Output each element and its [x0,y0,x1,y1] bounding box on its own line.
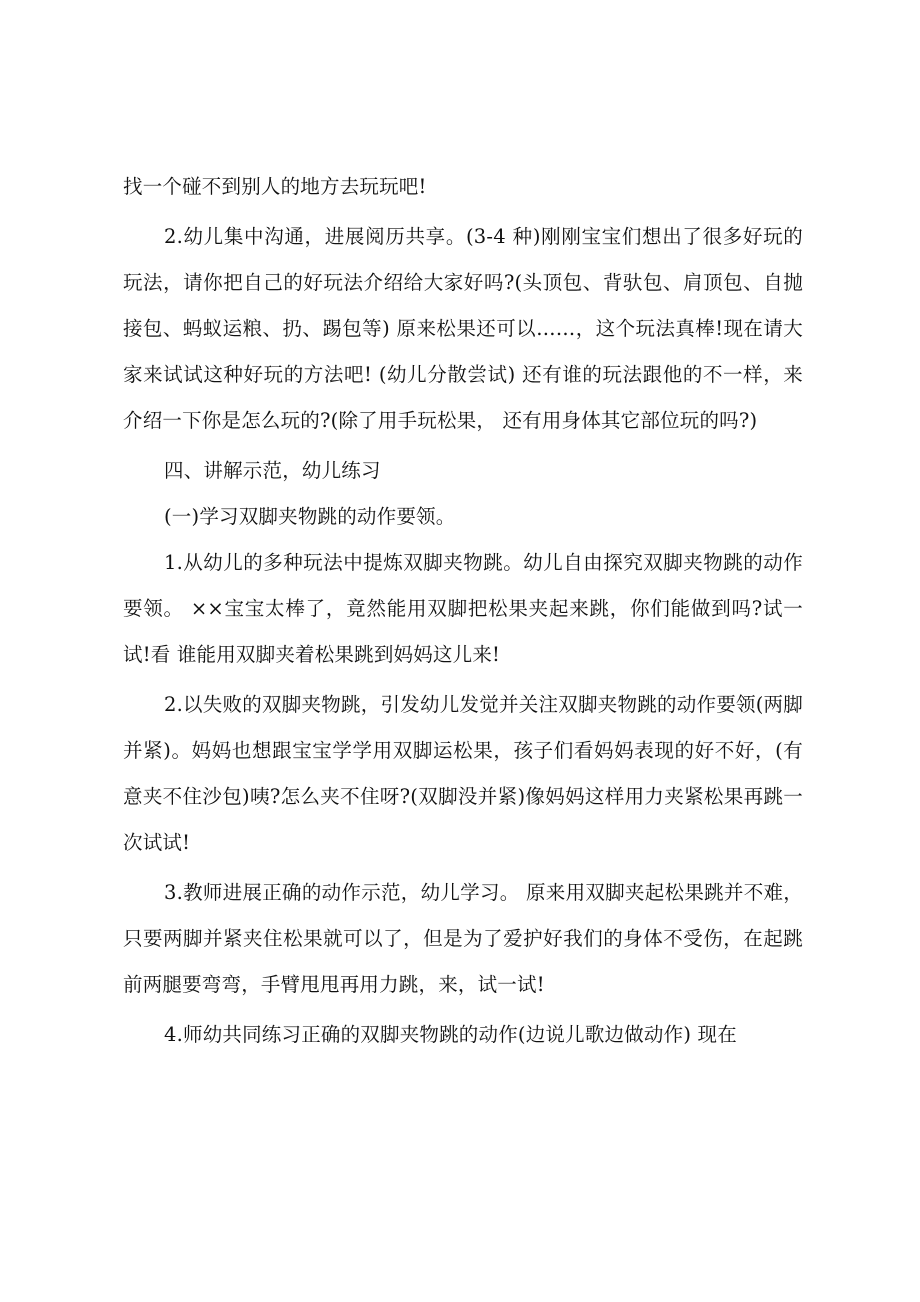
section-heading-four: 四、讲解示范，幼儿练习 [164,459,381,482]
paragraph-step-1: 1.从幼儿的多种玩法中提炼双脚夹物跳。幼儿自由探究双脚夹物跳的动作要领。 ××宝宝太棒了，竟然能用双脚把松果夹起来跳，你们能做到吗?试一试!看 谁能用双脚夹着松果跳到妈妈这儿来! [123,551,803,666]
paragraph-step-2: 2.幼儿集中沟通，进展阅历共享。(3-4 种)刚刚宝宝们想出了很多好玩的玩法，请你把自己的好玩法介绍给大家好吗?(头顶包、背驮包、肩顶包、自抛接包、蚂蚁运粮、扔、踢包等) 原来松果还可以……，这个玩法真棒!现在请大家来试试这种好玩的方法吧! (幼儿分散尝试) 还有谁的玩法跟他的不一样，来介绍一下你是怎么玩的?(除了用手玩松果， 还有用身体其它部位玩的吗?) [123,225,803,432]
subsection-heading-one: (一)学习双脚夹物跳的动作要领。 [164,505,456,528]
paragraph-step-3: 3.教师进展正确的动作示范，幼儿学习。 原来用双脚夹起松果跳并不难，只要两脚并紧夹住松果就可以了，但是为了爱护好我们的身体不受伤，在起跳前两腿要弯弯，手臂甩甩再用力跳，来，试一试! [123,881,803,996]
document-body [123,164,803,1058]
paragraph-continuation: 找一个碰不到别人的地方去玩玩吧! [123,175,427,198]
paragraph-step-2b: 2.以失败的双脚夹物跳，引发幼儿发觉并关注双脚夹物跳的动作要领(两脚并紧)。妈妈也想跟宝宝学学用双脚运松果，孩子们看妈妈表现的好不好，(有意夹不住沙包)咦?怎么夹不住呀?(双脚没并紧)像妈妈这样用力夹紧松果再跳一次试试! [123,693,803,854]
paragraph-step-4: 4.师幼共同练习正确的双脚夹物跳的动作(边说儿歌边做动作) 现在 [164,1023,737,1046]
